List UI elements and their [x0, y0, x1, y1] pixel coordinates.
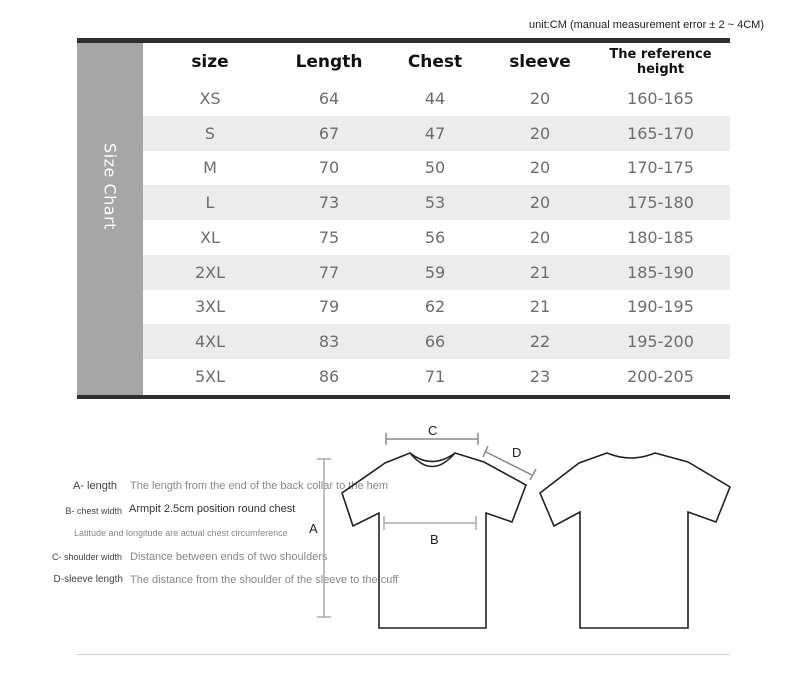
cell-height: 170-175 — [627, 158, 694, 178]
cell-height: 160-165 — [627, 88, 694, 108]
cell-height: 200-205 — [627, 366, 694, 386]
cell-size: XL — [200, 227, 220, 247]
dim-c-label: C — [428, 423, 438, 438]
legend-b-value: Armpit 2.5cm position round chest — [129, 503, 296, 515]
cell-chest: 47 — [424, 123, 446, 143]
cell-length: 79 — [318, 297, 340, 317]
legend-b-sub: Latitude and longitude are actual chest circumference — [74, 528, 288, 538]
cell-height: 185-190 — [627, 262, 694, 282]
dim-a-label: A — [309, 521, 318, 536]
cell-sleeve: 21 — [529, 297, 551, 317]
side-label: Size Chart — [100, 143, 120, 230]
legend-a-key: A- length — [72, 480, 117, 492]
cell-length: 70 — [318, 158, 340, 178]
cell-size: S — [204, 123, 216, 143]
cell-chest: 53 — [424, 193, 446, 213]
legend-d-value: The distance from the shoulder of the sleeve to the cuff — [130, 574, 399, 586]
legend-b-key: B- chest width — [65, 506, 122, 516]
cell-chest: 59 — [424, 262, 446, 282]
cell-sleeve: 20 — [529, 88, 551, 108]
bottom-divider — [77, 654, 730, 655]
cell-height: 190-195 — [627, 297, 694, 317]
cell-length: 77 — [318, 262, 340, 282]
header-length: Length — [295, 52, 363, 72]
legend-c-key: C- shoulder width — [51, 552, 122, 562]
cell-sleeve: 20 — [529, 193, 551, 213]
header-chest: Chest — [407, 52, 463, 72]
cell-sleeve: 21 — [529, 262, 551, 282]
cell-size: L — [205, 193, 215, 213]
cell-chest: 56 — [424, 227, 446, 247]
cell-sleeve: 23 — [529, 366, 551, 386]
cell-sleeve: 22 — [529, 332, 551, 352]
cell-size: 3XL — [194, 297, 226, 317]
cell-chest: 44 — [424, 88, 446, 108]
unit-note: unit:CM (manual measurement error ± 2 ~ 4CM) — [529, 19, 764, 31]
cell-length: 67 — [318, 123, 340, 143]
cell-chest: 66 — [424, 332, 446, 352]
cell-sleeve: 20 — [529, 123, 551, 143]
cell-height: 175-180 — [627, 193, 694, 213]
cell-chest: 71 — [424, 366, 446, 386]
cell-sleeve: 20 — [529, 227, 551, 247]
cell-chest: 50 — [424, 158, 446, 178]
cell-height: 180-185 — [627, 227, 694, 247]
cell-height: 195-200 — [627, 332, 694, 352]
cell-size: 4XL — [194, 332, 226, 352]
cell-size: 5XL — [194, 366, 226, 386]
dim-b-label: B — [430, 532, 439, 547]
header-size: size — [191, 52, 229, 72]
header-sleeve: sleeve — [509, 52, 571, 72]
cell-length: 83 — [318, 332, 340, 352]
cell-sleeve: 20 — [529, 158, 551, 178]
legend-d-key: D-sleeve length — [53, 574, 123, 585]
cell-chest: 62 — [424, 297, 446, 317]
cell-length: 75 — [318, 227, 340, 247]
cell-size: XS — [199, 88, 221, 108]
legend-c-value: Distance between ends of two shoulders — [130, 551, 328, 563]
cell-size: M — [203, 158, 217, 178]
tshirt-back-icon — [540, 453, 730, 628]
cell-length: 73 — [318, 193, 340, 213]
cell-size: 2XL — [194, 262, 226, 282]
cell-length: 64 — [318, 88, 340, 108]
header-reference-height: The reference height — [609, 47, 712, 77]
cell-height: 165-170 — [627, 123, 694, 143]
legend-a-value: The length from the end of the back collar to the hem — [130, 480, 389, 492]
dim-d-label: D — [512, 445, 522, 460]
cell-length: 86 — [318, 366, 340, 386]
